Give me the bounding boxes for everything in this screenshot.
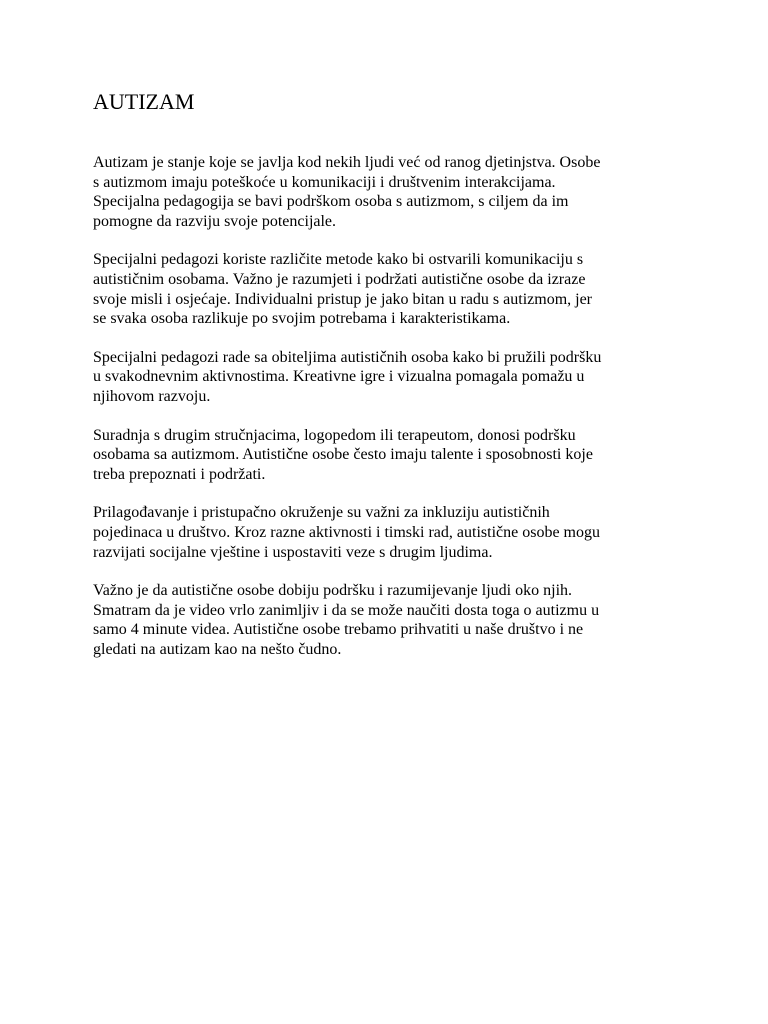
paragraph-methods: Specijalni pedagozi koriste različite metode kako bi ostvarili komunikaciju s autističnim osobama. Važno je razumjeti i podržati autistične osobe da izraze svoje misli i osjećaje. Individualni pristup je jako bitan u radu s autizmom, jer se svaka osoba razlikuje po svojim potrebama i karakteristikama.	[93, 251, 593, 328]
document-title: AUTIZAM	[93, 89, 195, 114]
paragraph-conclusion: Važno je da autistične osobe dobiju podršku i razumijevanje ljudi oko njih. Smatram da je video vrlo zanimljiv i da se može naučiti dosta toga o autizmu u samo 4 minute videa. Autistične osobe trebamo prihvatiti u naše društvo i ne gledati na autizam kao na nešto čudno.	[93, 582, 600, 658]
paragraph-inclusion: Prilagođavanje i pristupačno okruženje su važni za inkluziju autističnih pojedinaca u društvo. Kroz razne aktivnosti i timski rad, autistične osobe mogu razvijati socijalne vještine i uspostaviti veze s drugim ljudima.	[93, 504, 600, 561]
document-body	[93, 88, 683, 678]
paragraph-families: Specijalni pedagozi rade sa obiteljima autističnih osoba kako bi pružili podršku u svakodnevnim aktivnostima. Kreativne igre i vizualna pomagala pomažu u njihovom razvoju.	[93, 348, 602, 405]
paragraph-intro: Autizam je stanje koje se javlja kod nekih ljudi već od ranog djetinjstva. Osobe s autizmom imaju poteškoće u komunikaciji i društvenim interakcijama. Specijalna pedagogija se bavi podrškom osoba s autizmom, s ciljem da im pomogne da razviju svoje potencijale.	[93, 154, 601, 230]
paragraph-collaboration: Suradnja s drugim stručnjacima, logopedom ili terapeutom, donosi podršku osobama sa autizmom. Autistične osobe često imaju talente i sposobnosti koje treba prepoznati i podržati.	[93, 426, 593, 483]
